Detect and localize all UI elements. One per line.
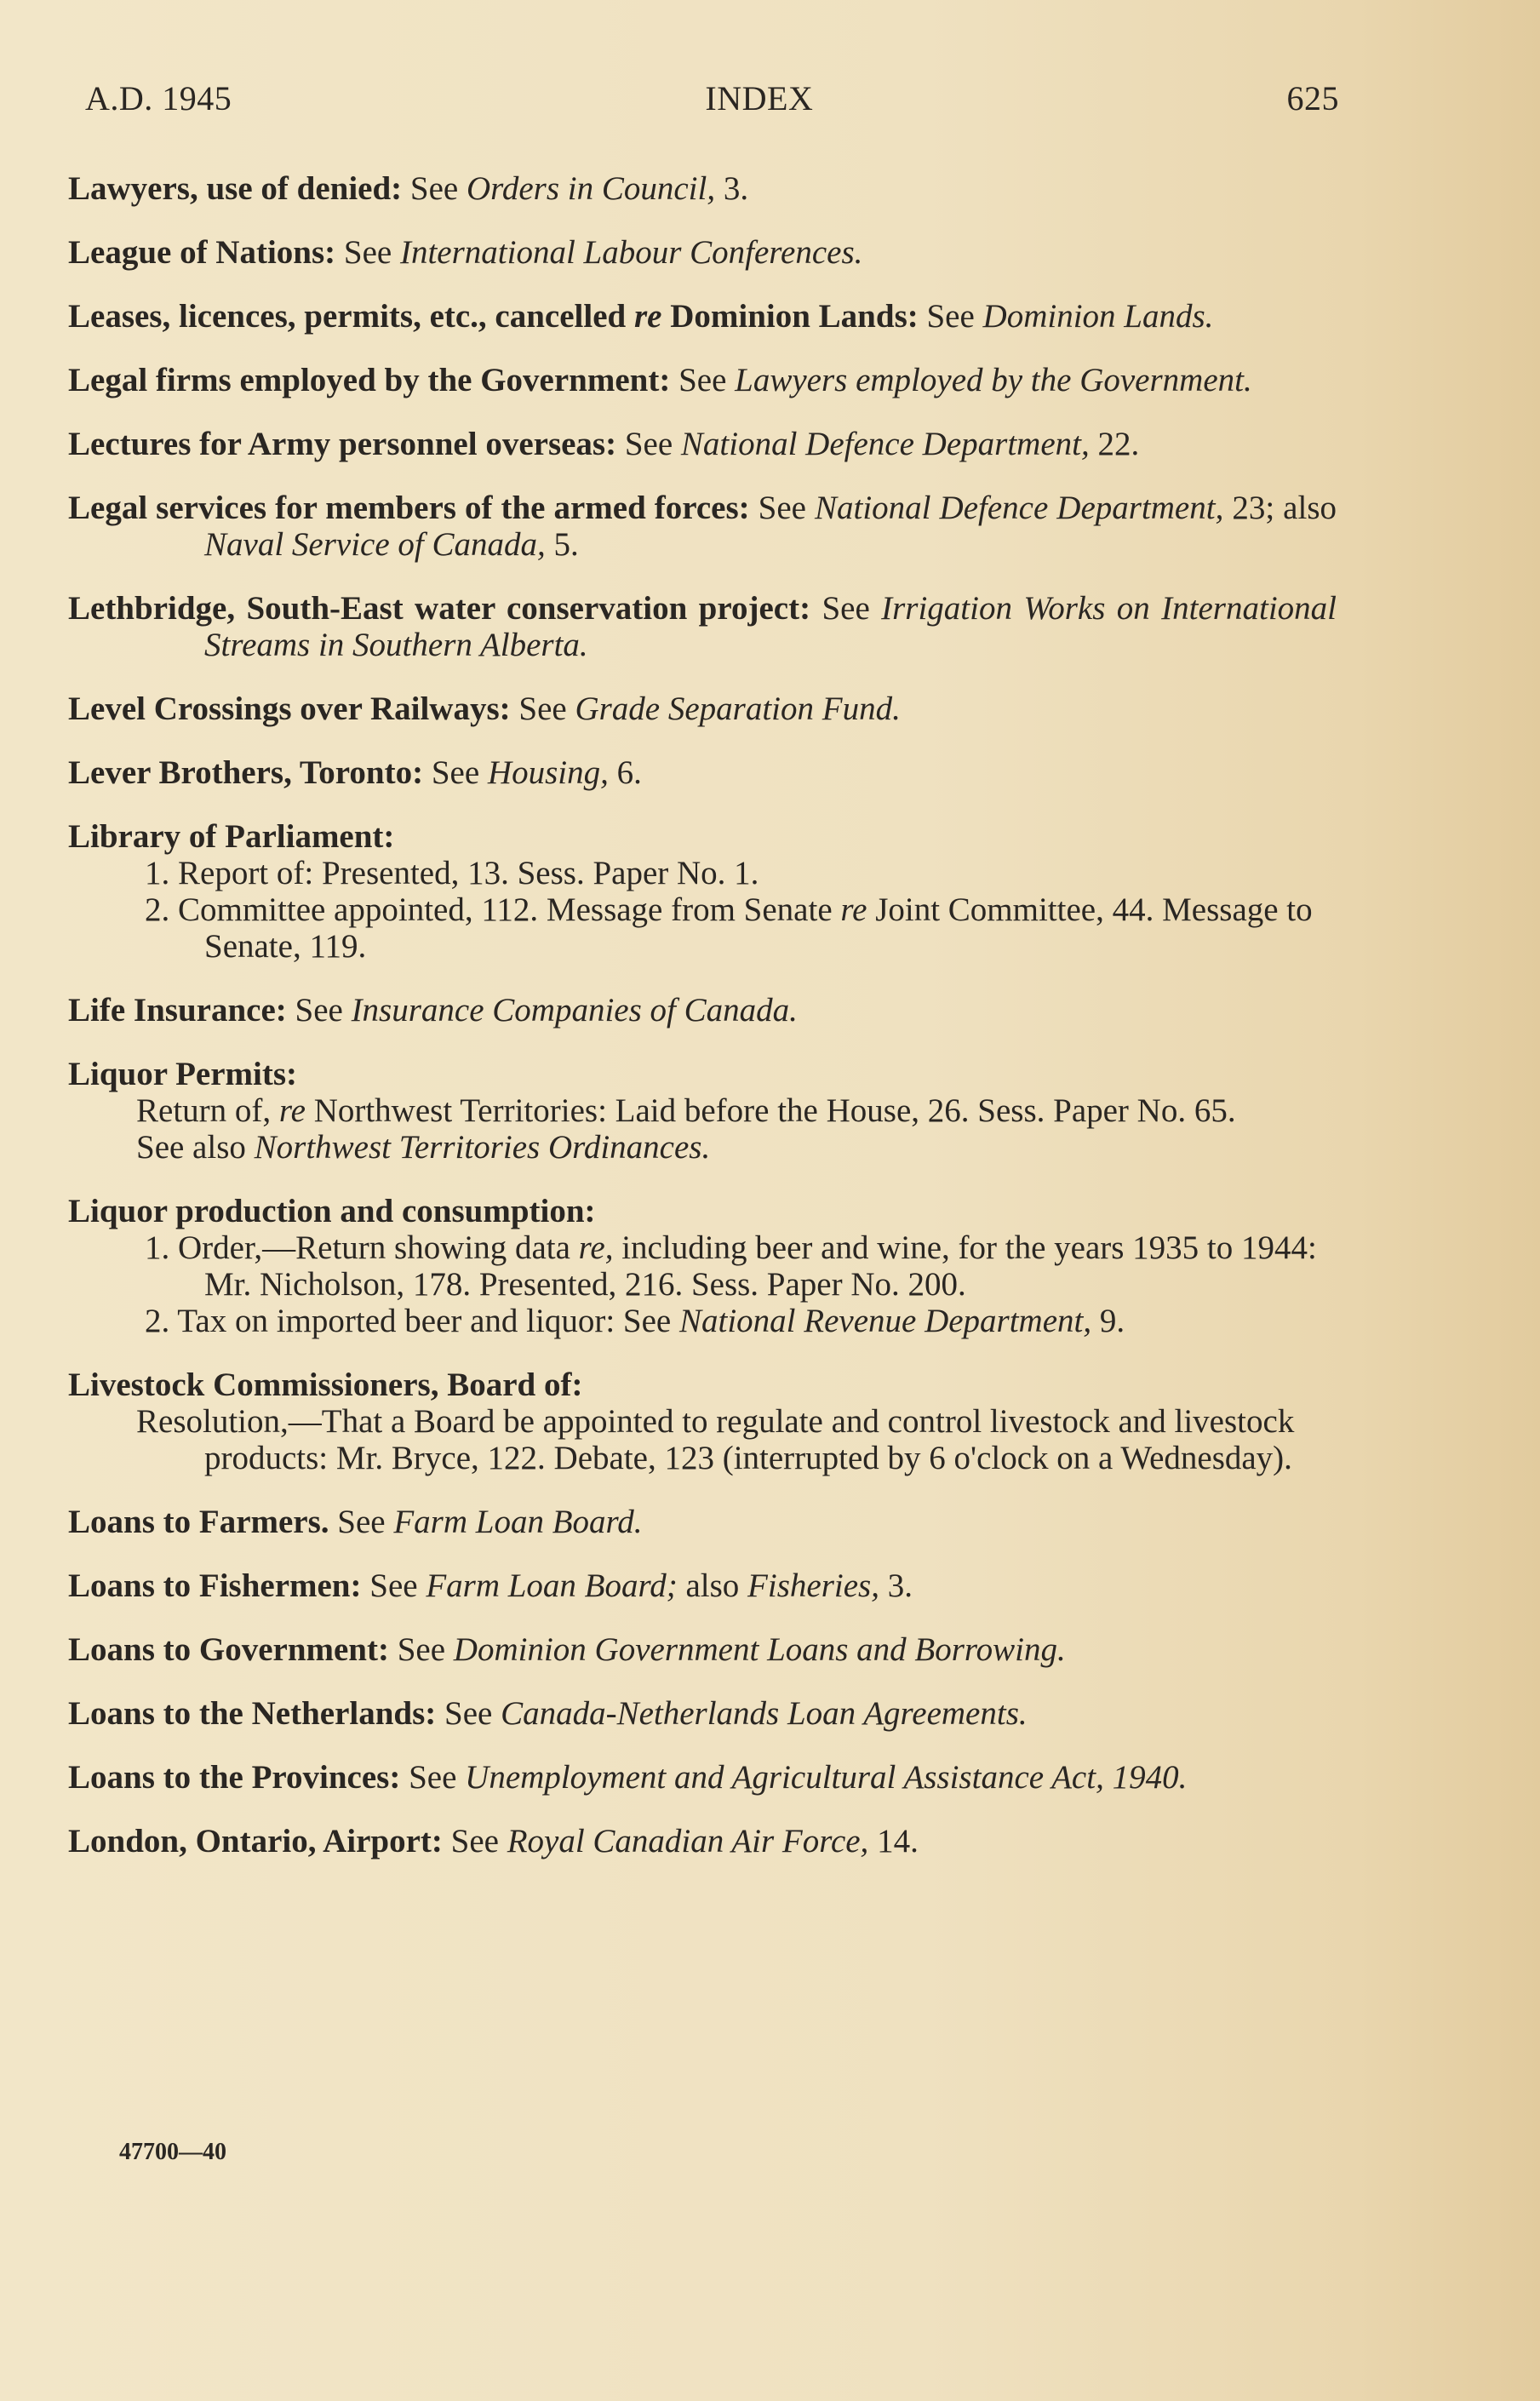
index-entry xyxy=(68,1193,1337,1339)
entry-item: 1. Order,—Return showing data re, including beer and wine, for the years 1935 to 1944: Mr. Nicholson, 178. Presented, 216. Sess. Paper No. 200. xyxy=(145,1229,1317,1303)
entry-item: 1. Report of: Presented, 13. Sess. Paper No. 1. xyxy=(145,855,759,891)
index-entry: Level Crossings over Railways: See Grade Separation Fund. xyxy=(68,691,901,727)
index-entry: London, Ontario, Airport: See Royal Canadian Air Force, 14. xyxy=(68,1823,919,1859)
entry-item: 2. Tax on imported beer and liquor: See National Revenue Department, 9. xyxy=(145,1303,1125,1339)
entry-heading: Liquor Permits: xyxy=(68,1056,298,1092)
index-entry: Legal firms employed by the Government: See Lawyers employed by the Government. xyxy=(68,362,1252,398)
entry-heading: Livestock Commissioners, Board of: xyxy=(68,1367,583,1403)
entry-heading: Library of Parliament: xyxy=(68,818,395,855)
entry-item: See also Northwest Territories Ordinances. xyxy=(136,1129,711,1166)
entry-item: Resolution,—That a Board be appointed to regulate and control livestock and livestock products: Mr. Bryce, 122. Debate, 123 (interrupted by 6 o'clock on a Wednesday). xyxy=(136,1403,1295,1476)
index-entry: Loans to Fishermen: See Farm Loan Board; also Fisheries, 3. xyxy=(68,1567,913,1604)
index-entry: Loans to Farmers. See Farm Loan Board. xyxy=(68,1504,643,1540)
index-entry: League of Nations: See International Labour Conferences. xyxy=(68,234,863,271)
index-entry: Loans to the Netherlands: See Canada-Netherlands Loan Agreements. xyxy=(68,1695,1028,1732)
entry-item: 2. Committee appointed, 112. Message from Senate re Joint Committee, 44. Message to Senate, 119. xyxy=(145,891,1313,965)
header-year: A.D. 1945 xyxy=(85,79,232,117)
index-entry: Loans to Government: See Dominion Government Loans and Borrowing. xyxy=(68,1631,1066,1668)
index-entry: Leases, licences, permits, etc., cancelled re Dominion Lands: See Dominion Lands. xyxy=(68,298,1214,335)
index-entry: Lever Brothers, Toronto: See Housing, 6. xyxy=(68,754,642,791)
index-entry: Lectures for Army personnel overseas: See National Defence Department, 22. xyxy=(68,426,1140,462)
entry-heading: Liquor production and consumption: xyxy=(68,1193,596,1229)
index-entry: Lawyers, use of denied: See Orders in Council, 3. xyxy=(68,170,749,207)
index-entry: Legal services for members of the armed forces: See National Defence Department, 23; also Naval Service of Canada, 5. xyxy=(68,490,1337,563)
page-header xyxy=(85,78,1339,118)
index-entry xyxy=(68,1367,1337,1476)
page-footer-code: 47700—40 xyxy=(119,2139,226,2165)
header-title: INDEX xyxy=(705,79,814,117)
index-entry xyxy=(68,818,1337,965)
index-entry: Lethbridge, South-East water conservation project: See Irrigation Works on International Streams in Southern Alberta. xyxy=(68,590,1337,663)
entry-item: Return of, re Northwest Territories: Laid before the House, 26. Sess. Paper No. 65. xyxy=(136,1092,1236,1129)
index-entry: Life Insurance: See Insurance Companies of Canada. xyxy=(68,992,798,1029)
index-entry: Loans to the Provinces: See Unemployment and Agricultural Assistance Act, 1940. xyxy=(68,1759,1188,1796)
index-entry xyxy=(68,1056,1337,1166)
page-number: 625 xyxy=(1286,79,1339,117)
index-list xyxy=(68,170,1337,1887)
